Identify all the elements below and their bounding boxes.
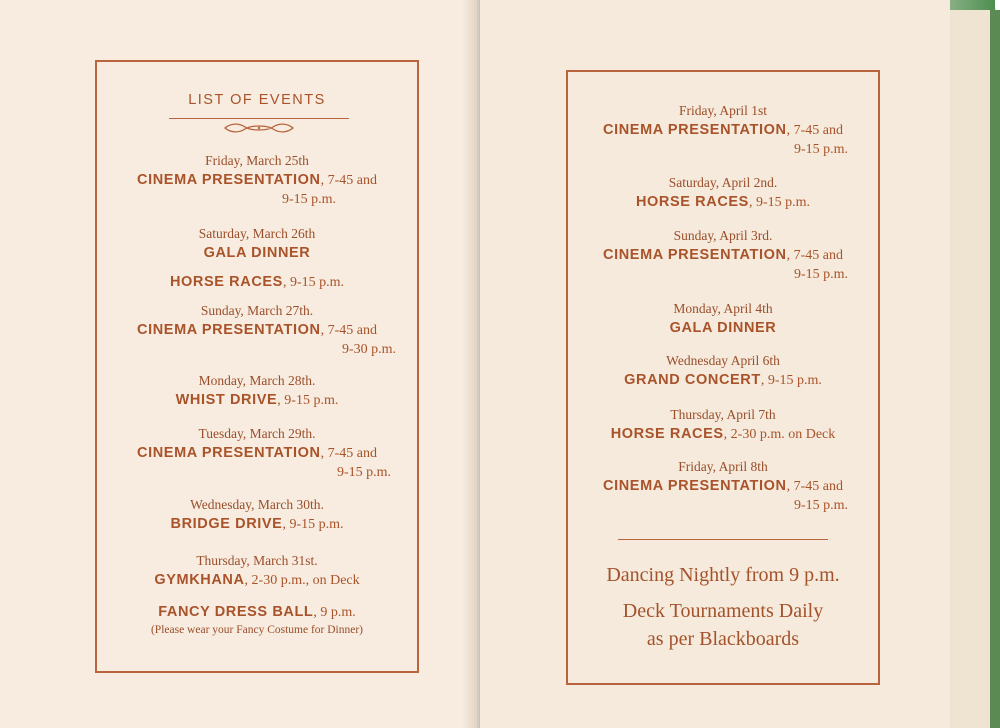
event-line [97, 272, 417, 293]
event-name: FANCY DRESS BALL [158, 604, 314, 620]
event-time: , 9-15 p.m. [282, 275, 344, 290]
event-time: , 7-45 and [786, 479, 843, 494]
event-name: HORSE RACES [610, 426, 724, 442]
title-rule [169, 118, 349, 119]
event-time-continued: 9-15 p.m. [794, 267, 849, 282]
event-date: Thursday, April 7th [670, 407, 776, 422]
right-page-border [566, 70, 880, 685]
event-date: Friday, April 1st [678, 103, 767, 118]
event-time: , 9-15 p.m. [760, 373, 822, 388]
event-entry [568, 174, 878, 213]
list-of-events-title: LIST OF EVENTS [188, 92, 326, 108]
cover-spine-edge [990, 10, 1000, 728]
event-time-continued: 9-15 p.m. [337, 465, 392, 480]
event-line [97, 602, 417, 623]
event-name: CINEMA PRESENTATION [137, 322, 321, 338]
event-time-continued: 9-15 p.m. [794, 142, 849, 157]
event-name: CINEMA PRESENTATION [603, 122, 787, 138]
event-time: , 7-45 and [320, 323, 377, 338]
event-name: GALA DINNER [203, 245, 311, 261]
event-entry [97, 496, 417, 535]
event-entry [568, 352, 878, 391]
event-time: , 9-15 p.m. [282, 517, 344, 532]
event-entry [568, 300, 878, 338]
event-time-continued: 9-30 p.m. [342, 342, 397, 357]
event-time-continued: 9-15 p.m. [282, 192, 337, 207]
event-line [568, 245, 878, 266]
scroll-flourish-icon [221, 122, 297, 134]
event-line [97, 170, 417, 191]
left-page [0, 0, 478, 728]
event-entry [97, 425, 417, 482]
event-name: CINEMA PRESENTATION [603, 247, 787, 263]
event-date: Saturday, March 26th [198, 226, 316, 241]
right-page [480, 0, 950, 728]
event-time: , 2-30 p.m., on Deck [244, 573, 360, 588]
event-date: Friday, April 8th [678, 459, 768, 474]
event-note: (Please wear your Fancy Costume for Dinner) [150, 624, 364, 636]
event-date: Friday, March 25th [205, 153, 309, 168]
event-time: , 9-15 p.m. [748, 195, 810, 210]
event-name: CINEMA PRESENTATION [137, 445, 321, 461]
event-entry [97, 225, 417, 263]
event-entry [568, 227, 878, 284]
event-name: CINEMA PRESENTATION [603, 478, 787, 494]
event-line [568, 476, 878, 497]
event-entry [568, 406, 878, 445]
event-line [568, 120, 878, 141]
event-entry [97, 152, 417, 209]
event-date: Sunday, March 27th. [200, 303, 314, 318]
blackboards-notice: as per Blackboards [646, 628, 800, 650]
event-name: GYMKHANA [154, 572, 245, 588]
event-line [97, 320, 417, 341]
event-entry [97, 602, 417, 638]
event-name: HORSE RACES [169, 274, 283, 290]
event-date: Thursday, March 31st. [196, 553, 318, 568]
event-line [568, 424, 878, 445]
event-date: Wednesday April 6th [666, 353, 780, 368]
event-entry [97, 302, 417, 359]
event-entry [97, 372, 417, 411]
event-time-continued: 9-15 p.m. [794, 498, 849, 513]
event-entry [568, 458, 878, 515]
event-time: , 9 p.m. [313, 605, 356, 620]
event-name: WHIST DRIVE [175, 392, 278, 408]
event-time: , 2-30 p.m. on Deck [723, 427, 836, 442]
event-name: GRAND CONCERT [624, 372, 761, 388]
event-name: HORSE RACES [635, 194, 749, 210]
event-time: , 7-45 and [320, 446, 377, 461]
event-line [568, 192, 878, 213]
footer-rule [618, 539, 828, 540]
event-line [568, 370, 878, 391]
event-entry [97, 272, 417, 293]
deck-tournaments-notice: Deck Tournaments Daily [622, 600, 824, 622]
event-date: Sunday, April 3rd. [673, 228, 773, 243]
event-name: BRIDGE DRIVE [170, 516, 283, 532]
event-line [97, 514, 417, 535]
event-name: GALA DINNER [669, 320, 777, 336]
event-time: , 7-45 and [786, 248, 843, 263]
cover-edge [945, 0, 995, 10]
left-page-border [95, 60, 419, 673]
event-time: , 9-15 p.m. [277, 393, 339, 408]
event-date: Monday, March 28th. [198, 373, 316, 388]
event-line [97, 390, 417, 411]
event-date: Saturday, April 2nd. [668, 175, 778, 190]
event-name: CINEMA PRESENTATION [137, 172, 321, 188]
event-line [97, 570, 417, 591]
event-time: , 7-45 and [320, 173, 377, 188]
event-time: , 7-45 and [786, 123, 843, 138]
event-date: Wednesday, March 30th. [190, 497, 324, 512]
event-entry [568, 102, 878, 159]
event-entry [97, 552, 417, 591]
event-date: Monday, April 4th [673, 301, 773, 316]
dancing-notice: Dancing Nightly from 9 p.m. [606, 564, 840, 586]
event-line [97, 443, 417, 464]
event-date: Tuesday, March 29th. [198, 426, 316, 441]
